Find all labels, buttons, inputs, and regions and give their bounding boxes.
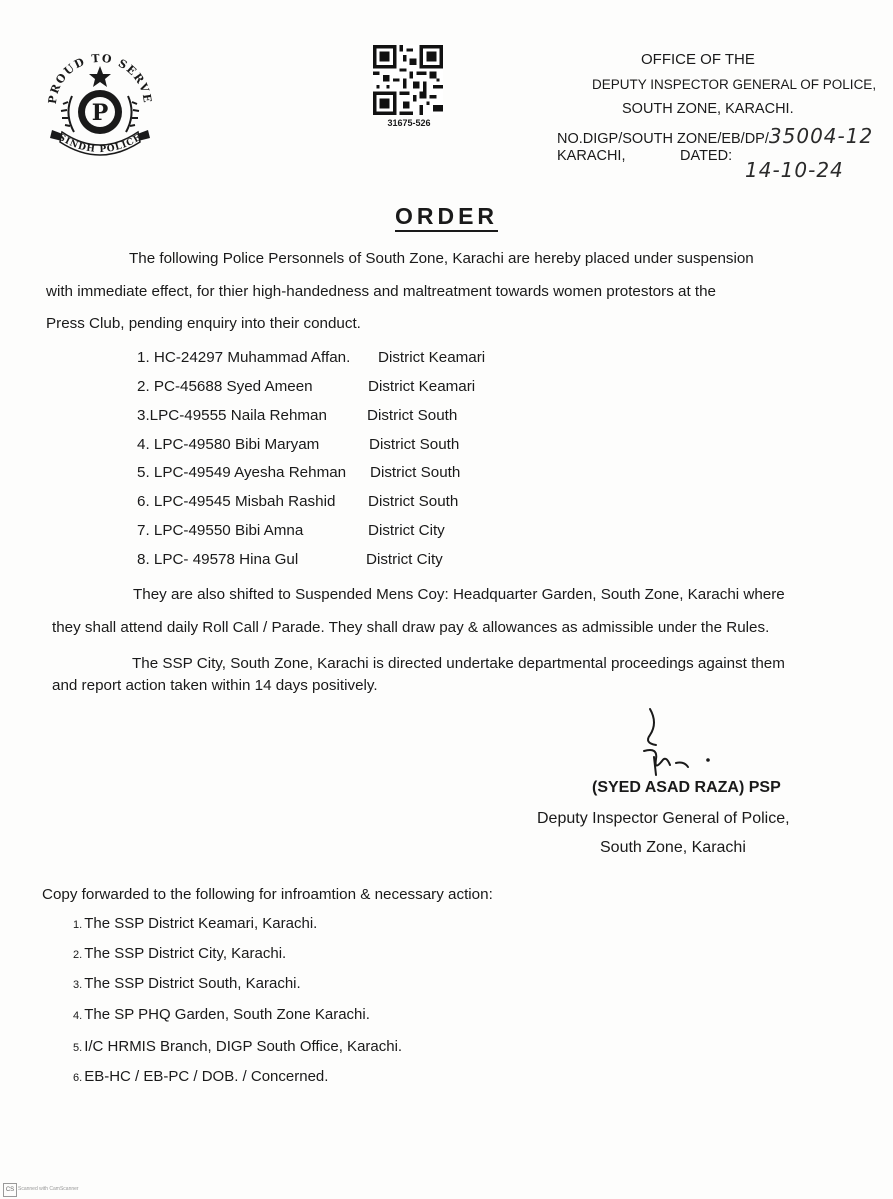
- copy-list-item: [73, 1038, 402, 1055]
- logo-top-text: PROUD TO SERVE: [45, 51, 155, 105]
- list-item: [137, 493, 517, 510]
- paragraph-1-line-1: The following Police Personnels of South Zone, Karachi are hereby placed under suspension: [129, 250, 754, 267]
- personnel-district: District Keamari: [378, 349, 486, 366]
- personnel-district: District South: [367, 407, 458, 424]
- reference-prefix: NO.DIGP/SOUTH ZONE/EB/DP/: [557, 131, 769, 147]
- logo-bottom-text: SINDH POLICE: [56, 132, 144, 156]
- paragraph-2-line-1: They are also shifted to Suspended Mens Coy: Headquarter Garden, South Zone, Karachi where: [133, 586, 785, 603]
- paragraph-1-line-2: with immediate effect, for thier high-handedness and maltreatment towards women protestors at the: [46, 283, 716, 300]
- personnel-entry: 6. LPC-49545 Misbah Rashid: [137, 493, 336, 510]
- date-handwritten: 14-10-24: [745, 158, 844, 182]
- qr-caption: 31675-526: [387, 118, 431, 128]
- personnel-entry: 7. LPC-49550 Bibi Amna: [137, 522, 304, 539]
- copy-item-text: The SSP District City, Karachi.: [84, 945, 287, 962]
- sindh-police-logo: [38, 44, 162, 168]
- personnel-entry: 1. HC-24297 Muhammad Affan.: [137, 349, 351, 366]
- list-item: [137, 522, 517, 539]
- copy-list-item: [73, 945, 286, 962]
- personnel-district: District South: [370, 464, 461, 481]
- office-line: OFFICE OF THE: [641, 51, 755, 68]
- paragraph-3-line-2: and report action taken within 14 days positively.: [52, 677, 378, 694]
- copy-item-text: The SP PHQ Garden, South Zone Karachi.: [84, 1006, 370, 1023]
- reference-number: [557, 124, 873, 148]
- paragraph-1-line-3: Press Club, pending enquiry into their conduct.: [46, 315, 361, 332]
- camscanner-text: Scanned with CamScanner: [18, 1186, 79, 1192]
- list-item: [137, 378, 517, 395]
- personnel-district: District City: [366, 551, 443, 568]
- personnel-entry: 3.LPC-49555 Naila Rehman: [137, 407, 327, 424]
- copy-list-item: [73, 975, 301, 992]
- camscanner-badge: CS: [3, 1183, 17, 1197]
- svg-text:P: P: [91, 100, 109, 126]
- copy-item-number: 6.: [73, 1072, 83, 1084]
- copy-forwarded-heading: Copy forwarded to the following for infroamtion & necessary action:: [42, 886, 493, 903]
- department-line: DEPUTY INSPECTOR GENERAL OF POLICE,: [592, 77, 877, 92]
- city-label: KARACHI,: [557, 148, 626, 164]
- signature: [636, 705, 716, 780]
- copy-item-number: 5.: [73, 1042, 83, 1054]
- copy-item-number: 3.: [73, 979, 83, 991]
- personnel-district: District Keamari: [368, 378, 476, 395]
- list-item: [137, 436, 517, 453]
- copy-list-item: [73, 1068, 328, 1085]
- copy-item-text: The SSP District South, Karachi.: [84, 975, 301, 992]
- reference-handwritten: 35004-12: [768, 124, 874, 148]
- list-item: [137, 407, 517, 424]
- personnel-entry: 5. LPC-49549 Ayesha Rehman: [137, 464, 347, 481]
- copy-list-item: [73, 1006, 370, 1023]
- personnel-district: District South: [368, 493, 459, 510]
- copy-item-number: 1.: [73, 919, 83, 931]
- page-title: [0, 203, 893, 230]
- copy-item-number: 2.: [73, 949, 83, 961]
- list-item: [137, 349, 517, 366]
- personnel-district: District City: [368, 522, 445, 539]
- copy-list-item: [73, 915, 317, 932]
- copy-item-text: I/C HRMIS Branch, DIGP South Office, Karachi.: [84, 1038, 403, 1055]
- list-item: [137, 464, 517, 481]
- list-item: [137, 551, 517, 568]
- signatory-designation: Deputy Inspector General of Police,: [537, 810, 790, 827]
- signatory-location: South Zone, Karachi: [600, 839, 746, 856]
- personnel-entry: 2. PC-45688 Syed Ameen: [137, 378, 313, 395]
- signatory-name: (SYED ASAD RAZA) PSP: [592, 779, 781, 796]
- paragraph-3-line-1: The SSP City, South Zone, Karachi is directed undertake departmental proceedings against them: [132, 655, 785, 672]
- copy-item-text: EB-HC / EB-PC / DOB. / Concerned.: [84, 1068, 329, 1085]
- order-title: ORDER: [395, 203, 498, 232]
- paragraph-2-line-2: they shall attend daily Roll Call / Parade. They shall draw pay & allowances as admissible under the Rules.: [52, 619, 770, 636]
- qr-code: [373, 45, 443, 115]
- zone-line: SOUTH ZONE, KARACHI.: [622, 101, 794, 117]
- copy-item-text: The SSP District Keamari, Karachi.: [84, 915, 318, 932]
- dated-label: DATED:: [680, 148, 733, 164]
- personnel-entry: 8. LPC- 49578 Hina Gul: [137, 551, 299, 568]
- copy-item-number: 4.: [73, 1010, 83, 1022]
- personnel-entry: 4. LPC-49580 Bibi Maryam: [137, 436, 320, 453]
- personnel-district: District South: [369, 436, 460, 453]
